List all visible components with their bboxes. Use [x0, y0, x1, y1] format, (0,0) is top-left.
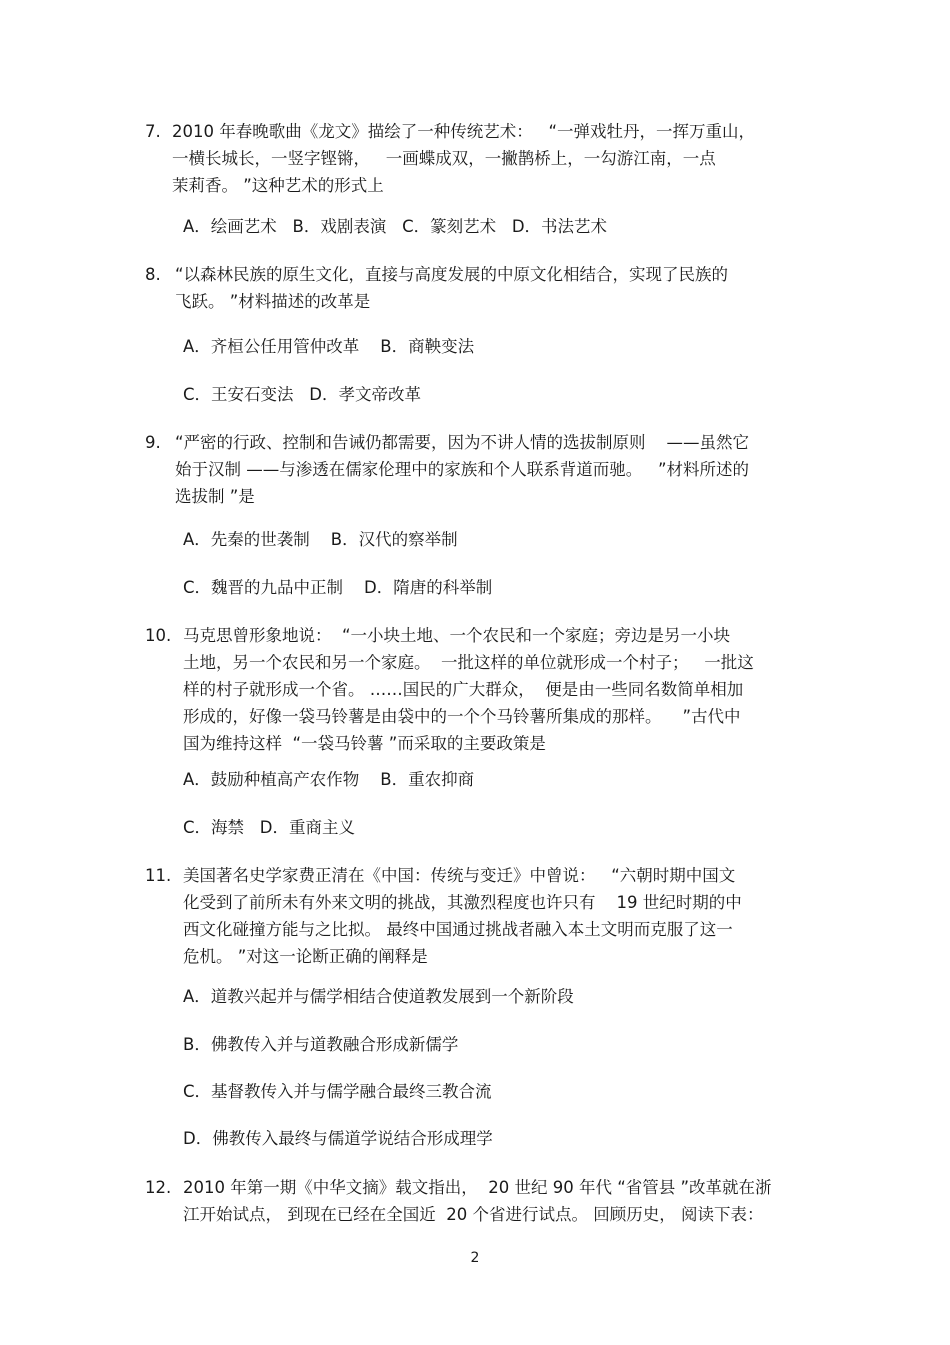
option-line: B．佛教传入并与道教融合形成新儒学	[183, 1035, 459, 1054]
question-stem: 2010 年第一期《中华文摘》载文指出， 20 世纪 90 年代 “省管县 ”改革就在浙 江开始试点， 到现在已经在全国近 20 个省进行试点。 回顾历史， 阅读下表：	[183, 1178, 772, 1224]
option-line: A．齐桓公任用管仲改革 B．商鞅变法	[183, 337, 475, 356]
question-stem: 美国著名史学家费正清在《中国：传统与变迁》中曾说： “六朝时期中国文 化受到了前所未有外来文明的挑战，其激烈程度也许只有 19 世纪时期的中 西文化碰撞方能与之比拟。 最终中国通过挑战者融入本土文明而克服了这一 危机。 ”对这一论断正确的阐释是	[183, 866, 742, 966]
option-line: D．佛教传入最终与儒道学说结合形成理学	[183, 1129, 493, 1148]
question-10	[145, 622, 825, 757]
question-number: 9.	[145, 433, 161, 452]
option-line: C．王安石变法 D．孝文帝改革	[183, 385, 421, 404]
question-number: 8.	[145, 265, 161, 284]
option-line: A．鼓励种植高产农作物 B．重农抑商	[183, 770, 475, 789]
question-number: 11.	[145, 866, 172, 885]
question-9	[145, 429, 825, 510]
question-7	[145, 118, 825, 199]
option-line: C．基督教传入并与儒学融合最终三教合流	[183, 1082, 492, 1101]
option-line: C．海禁 D．重商主义	[183, 818, 355, 837]
option-line: C．魏晋的九品中正制 D．隋唐的科举制	[183, 578, 493, 597]
question-number: 7.	[145, 122, 161, 141]
question-12	[145, 1174, 825, 1228]
question-number: 12.	[145, 1178, 172, 1197]
question-8	[145, 261, 825, 315]
question-stem: 马克思曾形象地说： “一小块土地、一个农民和一个家庭；旁边是另一小块 土地，另一个农民和另一个家庭。 一批这样的单位就形成一个村子； 一批这 样的村子就形成一个省。 ……国民的广大群众， 便是由一些同名数简单相加 形成的，好像一袋马铃薯是由袋中的一个个马铃薯所集成的那样。 ”古代中 国为维持这样 “一袋马铃薯 ”而采取的主要政策是	[183, 626, 754, 753]
page-number: 2	[470, 1250, 480, 1266]
option-line: A．道教兴起并与儒学相结合使道教发展到一个新阶段	[183, 987, 574, 1006]
question-11	[145, 862, 825, 970]
question-stem: “以森林民族的原生文化，直接与高度发展的中原文化相结合，实现了民族的 飞跃。 ”材料描述的改革是	[175, 265, 729, 311]
option-line: A．先秦的世袭制 B．汉代的察举制	[183, 530, 458, 549]
question-stem: 2010 年春晚歌曲《龙文》描绘了一种传统艺术： “一弹戏牡丹，一挥万重山， 一横长城长，一竖字铿锵， 一画蝶成双，一撇鹊桥上，一勾游江南，一点 茉莉香。 ”这种艺术的形式上	[172, 122, 756, 195]
question-number: 10.	[145, 626, 172, 645]
question-stem: “严密的行政、控制和告诫仍都需要，因为不讲人情的选拔制原则 ——虽然它 始于汉制 ——与渗透在儒家伦理中的家族和个人联系背道而驰。 ”材料所述的 选拔制 ”是	[175, 433, 750, 506]
option-line: A．绘画艺术 B．戏剧表演 C．篆刻艺术 D．书法艺术	[183, 217, 608, 236]
